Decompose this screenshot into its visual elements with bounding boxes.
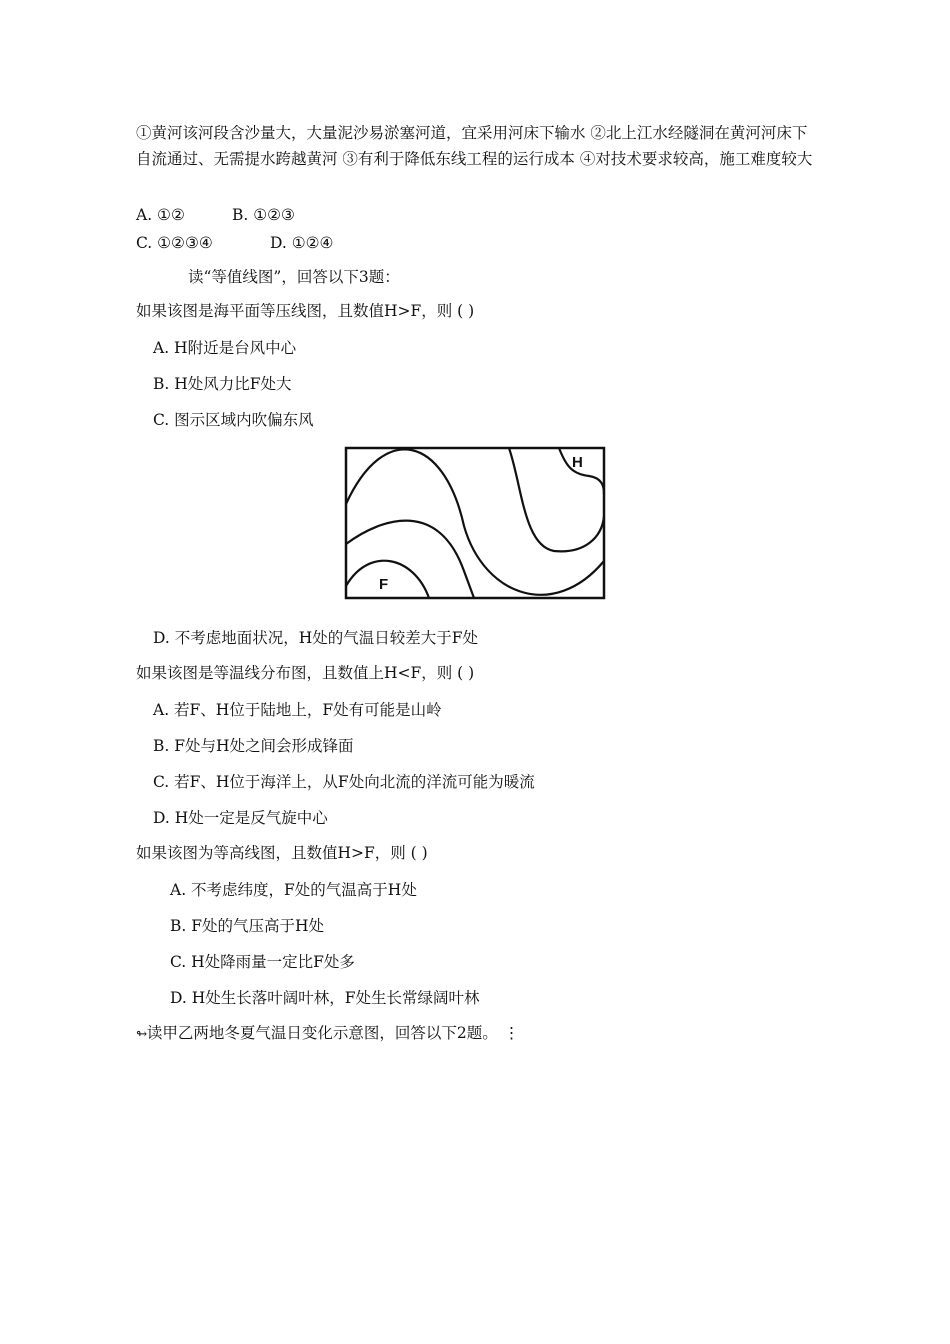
next-intro: 读甲乙两地冬夏气温日变化示意图，回答以下2题。 [146, 1024, 498, 1042]
q2-option-c: C. 若F、H位于海洋上，从F处向北流的洋流可能为暖流 [153, 773, 535, 791]
q2-option-b: B. F处与H处之间会形成锋面 [153, 737, 354, 755]
option-d: D. ①②④ [270, 234, 334, 252]
q2-stem: 如果该图是等温线分布图，且数值上H<F，则 ( ) [136, 664, 475, 682]
label-f: F [379, 576, 389, 593]
isoline-2 [346, 521, 474, 598]
next-intro-line [136, 1022, 519, 1046]
q3-option-a: A. 不考虑纬度，F处的气温高于H处 [170, 881, 417, 899]
q2-option-a: A. 若F、H位于陆地上，F处有可能是山岭 [153, 701, 442, 719]
isoline-1 [346, 449, 604, 594]
q3-stem: 如果该图为等高线图，且数值H>F，则 ( ) [136, 844, 428, 862]
q3-option-d: D. H处生长落叶阔叶林，F处生长常绿阔叶林 [170, 989, 480, 1007]
q1-stem: 如果该图是海平面等压线图，且数值H>F，则 ( ) [136, 302, 475, 320]
option-a: A. ①② [136, 206, 185, 224]
q2-option-d: D. H处一定是反气旋中心 [153, 809, 328, 827]
label-h: H [572, 454, 583, 471]
option-c: C. ①②③④ [136, 234, 213, 252]
section-intro: 读“等值线图”，回答以下3题： [188, 268, 400, 286]
q1-option-b: B. H处风力比F处大 [153, 375, 292, 393]
q3-option-b: B. F处的气压高于H处 [170, 917, 325, 935]
q3-option-c: C. H处降雨量一定比F处多 [170, 953, 355, 971]
q1-option-a: A. H附近是台风中心 [153, 339, 297, 357]
q1-option-d: D. 不考虑地面状况，H处的气温日较差大于F处 [153, 629, 479, 647]
option-b: B. ①②③ [232, 206, 295, 224]
isoline-figure [344, 446, 606, 600]
vertical-dots-icon: ⋮ [503, 1024, 520, 1042]
q1-option-c: C. 图示区域内吹偏东风 [153, 411, 314, 429]
swirl-mark-icon: ↬ [136, 1027, 147, 1042]
intro-paragraph: ①黄河该河段含沙量大，大量泥沙易淤塞河道，宜采用河床下输水 ②北上江水经隧洞在黄河河床下自流通过、无需提水跨越黄河 ③有利于降低东线工程的运行成本 ④对技术要求较高，施工难度较大 [136, 124, 813, 168]
isoline-4 [509, 448, 604, 551]
